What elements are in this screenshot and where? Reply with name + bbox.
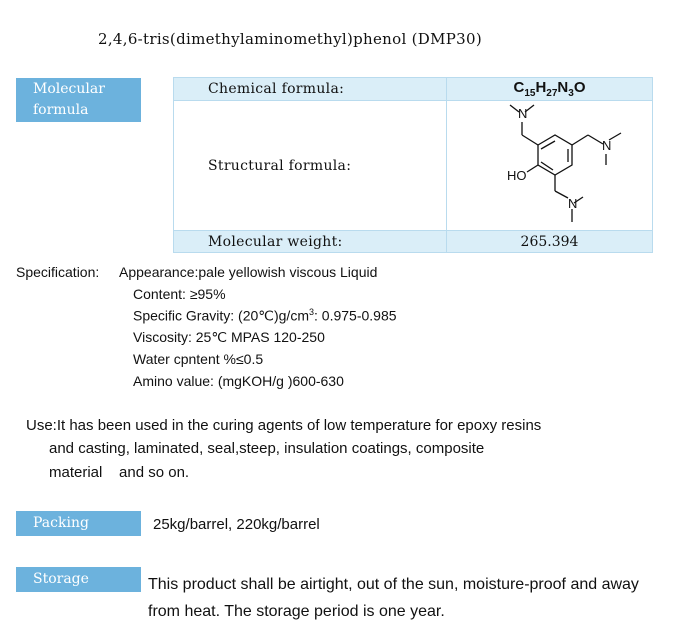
chemical-formula-label: Chemical formula:: [174, 78, 447, 101]
spec-water-content: Water cpntent %≤0.5: [133, 351, 264, 367]
use-line1: Use:It has been used in the curing agents of low temperature for epoxy resins: [26, 417, 542, 434]
formula-c: C: [513, 79, 525, 96]
structure-n-bottom: N: [567, 195, 577, 211]
page-title: 2,4,6-tris(dimethylaminomethyl)phenol (DMP30): [98, 30, 482, 48]
formula-n: N: [557, 79, 569, 96]
packing-tag: Packing: [16, 511, 141, 536]
formula-c-count: 15: [524, 88, 536, 99]
spec-specific-gravity-prefix: Specific Gravity: (20℃)g/cm: [133, 307, 309, 324]
use-line3: material and so on.: [49, 464, 190, 481]
spec-content: Content: ≥95%: [133, 286, 226, 302]
molecular-formula-tag: [16, 78, 141, 122]
formula-h-count: 27: [546, 88, 558, 99]
use-line2: and casting, laminated, seal,steep, insulation coatings, composite: [49, 440, 485, 457]
chemical-formula-value: [447, 78, 653, 101]
structural-formula-cell: [447, 101, 653, 231]
spec-specific-gravity-sup: 3: [308, 307, 314, 317]
storage-line2: from heat. The storage period is one year.: [148, 603, 445, 620]
storage-tag: Storage: [16, 567, 141, 592]
packing-text: 25kg/barrel, 220kg/barrel: [153, 516, 320, 533]
specification-label: Specification:: [16, 264, 100, 280]
formula-n-count: 3: [568, 88, 574, 99]
structure-n-right: N: [601, 137, 611, 153]
molecular-formula-tag-line2: formula: [33, 102, 89, 118]
molecular-weight-value: 265.394: [447, 231, 653, 253]
spec-specific-gravity: [133, 307, 397, 325]
formula-o: O: [573, 79, 586, 96]
molecular-formula-tag-line1: Molecular: [33, 81, 105, 97]
chemical-formula-row: [174, 78, 653, 101]
molecular-weight-row: [174, 231, 653, 253]
structure-ho: HO: [506, 167, 526, 183]
spec-viscosity: Viscosity: 25℃ MPAS 120-250: [133, 329, 325, 345]
storage-line1: This product shall be airtight, out of the sun, moisture-proof and away: [148, 576, 639, 593]
structural-formula-row: [174, 101, 653, 231]
formula-h: H: [535, 79, 547, 96]
spec-specific-gravity-suffix: : 0.975-0.985: [314, 307, 397, 324]
spec-appearance: Appearance:pale yellowish viscous Liquid: [119, 264, 378, 280]
structural-formula-diagram: [475, 102, 625, 230]
molecular-weight-label: Molecular weight:: [174, 231, 447, 253]
structure-n-top: N: [517, 105, 527, 121]
molecular-formula-table: [173, 77, 653, 253]
spec-amino-value: Amino value: (mgKOH/g )600-630: [133, 373, 344, 389]
structural-formula-label: Structural formula:: [174, 101, 447, 231]
